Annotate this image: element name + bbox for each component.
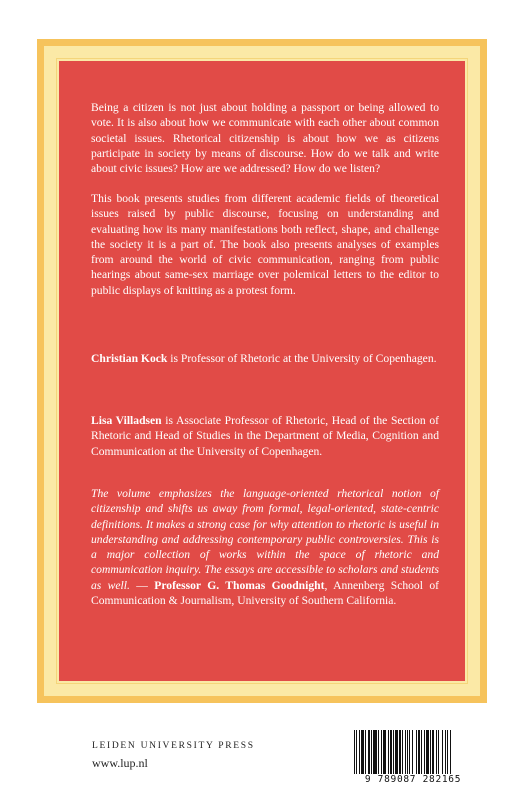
quote-text: The volume emphasizes the language-oriented rhetorical notion of citizenship and shifts us away from formal, legal-oriented, state-centric definitions. It makes a strong case for why attention to rhetoric is useful in understanding and addressing contemporary public controversies. This is a major collection of works within the space of rhetoric and communication inquiry. The essays are accessible to scholars and students as well. <box>91 487 439 592</box>
publisher-name: LEIDEN UNIVERSITY PRESS <box>92 741 255 751</box>
author-name: Lisa Villadsen <box>91 414 162 427</box>
author-name: Christian Kock <box>91 352 168 365</box>
author-bio-kock <box>91 351 439 366</box>
author-bio-text: is Associate Professor of Rhetoric, Head of the Section of Rhetoric and Head of Studies in the Department of Media, Cognition and Communication at the University of Copenhagen. <box>91 414 439 458</box>
barcode-bars-icon <box>350 730 478 776</box>
publisher-url: www.lup.nl <box>92 756 148 770</box>
endorser-name: Professor G. Thomas Goodnight <box>154 578 325 592</box>
endorsement-quote <box>91 486 439 608</box>
isbn-number: 9 789087 282165 <box>364 774 462 785</box>
blurb-paragraph-2: This book presents studies from different academic fields of theoretical issues raised by public discourse, focusing on understanding and evaluating how its many manifestations both reflect, shape, and challenge the society it is a part of. The book also presents analyses of examples from around the world of civic communication, ranging from public hearings about same-sex marriage over polemical letters to the editor to public displays of knitting as a protest form. <box>91 192 439 297</box>
endorser-affiliation: , Annenberg School of Communication & Journalism, University of Southern California. <box>91 578 439 608</box>
quote-dash: — <box>129 578 155 592</box>
author-bio-villadsen <box>91 413 439 459</box>
author-bio-text: is Professor of Rhetoric at the University of Copenhagen. <box>167 352 437 365</box>
blurb-paragraph-1: Being a citizen is not just about holding a passport or being allowed to vote. It is also about how we communicate with each other about common societal issues. Rhetorical citizenship is about how we as citizens participate in society by means of discourse. How do we talk and write about civic issues? How are we addressed? How do we listen? <box>91 101 439 176</box>
